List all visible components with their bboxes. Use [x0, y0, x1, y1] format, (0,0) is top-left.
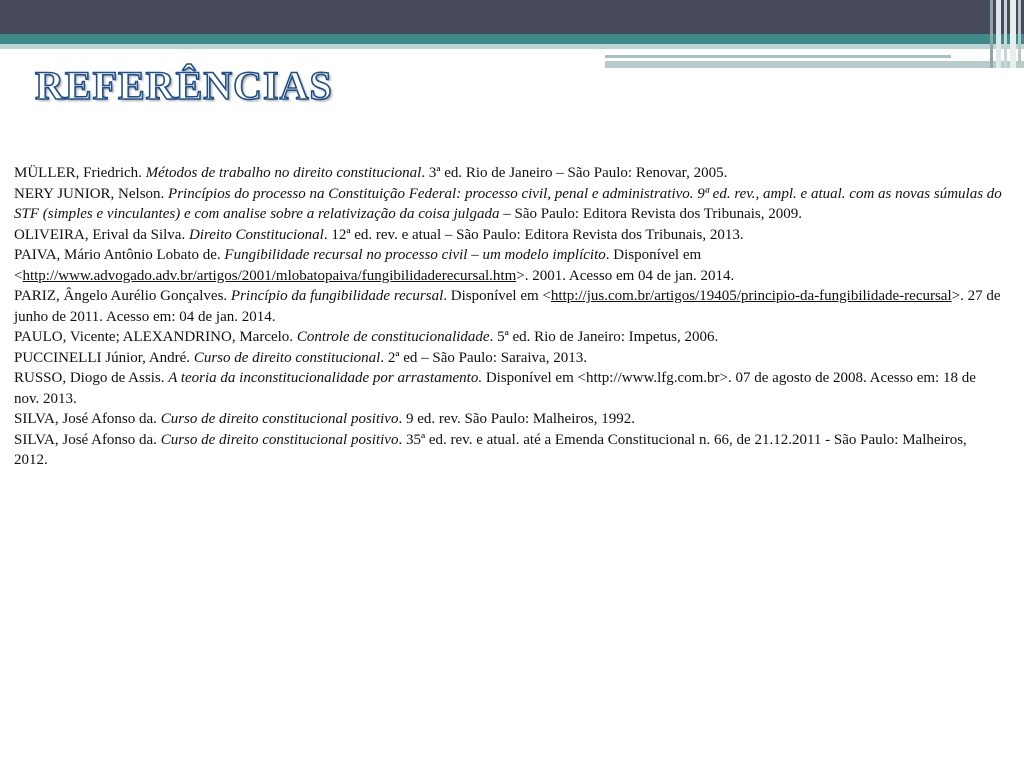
decorative-stripe: [605, 55, 951, 58]
reference-author: PUCCINELLI Júnior, André.: [14, 349, 194, 366]
reference-details: . 2ª ed – São Paulo: Saraiva, 2013.: [380, 349, 587, 366]
decorative-vertical-stripe: [990, 0, 993, 68]
decorative-vertical-stripe: [1004, 0, 1007, 68]
reference-title: Princípio da fungibilidade recursal: [230, 288, 444, 304]
reference-title: Curso de direito constitucional positivo: [160, 411, 399, 427]
reference-item: [14, 225, 1004, 246]
reference-item: [14, 245, 1004, 286]
reference-item: [14, 348, 1004, 369]
reference-title: Métodos de trabalho no direito constitucional: [145, 165, 422, 181]
reference-title: Princípios do processo na Constituição Federal: processo civil, penal e administrativo. 9ª ed. rev., ampl. e atual. com as novas súmulas do STF (simples e vinculantes) e com analise sobre a relativização da coisa julgada: [14, 185, 1002, 222]
reference-details: . 12ª ed. rev. e atual – São Paulo: Editora Revista dos Tribunais, 2013.: [323, 226, 744, 243]
reference-item: [14, 286, 1004, 327]
reference-author: NERY JUNIOR, Nelson.: [14, 185, 169, 202]
reference-title: Curso de direito constitucional: [193, 349, 381, 366]
reference-author: SILVA, José Afonso da.: [14, 431, 161, 448]
reference-item: [14, 184, 1004, 225]
reference-details: . 35ª ed. rev. e atual. até a Emenda Constitucional n. 66, de 21.12.2011 - São Paulo: Malheiros, 2012.: [14, 431, 967, 468]
reference-title: Direito Constitucional: [188, 226, 324, 243]
reference-item: [14, 409, 1004, 430]
reference-title: Curso de direito constitucional positivo: [160, 431, 399, 448]
reference-author: RUSSO, Diogo de Assis.: [14, 370, 169, 386]
reference-list: [14, 163, 1004, 471]
reference-details: . Disponível em <: [14, 247, 702, 284]
header-teal-band: [0, 34, 1024, 44]
reference-author: MÜLLER, Friedrich.: [14, 165, 146, 181]
reference-title: Controle de constitucionalidade: [296, 329, 490, 345]
decorative-stripe: [605, 61, 1024, 68]
reference-item: [14, 430, 1004, 471]
slide-title: REFERÊNCIAS: [35, 63, 333, 108]
reference-author: OLIVEIRA, Erival da Silva.: [14, 226, 189, 243]
reference-details: . 9 ed. rev. São Paulo: Malheiros, 1992.: [398, 411, 635, 427]
reference-access-date: >. 2001. Acesso em 04 de jan. 2014.: [516, 267, 735, 284]
reference-author: SILVA, José Afonso da.: [14, 411, 161, 427]
reference-title: Fungibilidade recursal no processo civil – um modelo implícito: [224, 247, 606, 263]
reference-details: . 5ª ed. Rio de Janeiro: Impetus, 2006.: [489, 329, 719, 345]
reference-link[interactable]: http://www.advogado.adv.br/artigos/2001/mlobatopaiva/fungibilidaderecursal.htm: [22, 267, 517, 284]
reference-details: . 3ª ed. Rio de Janeiro – São Paulo: Renovar, 2005.: [421, 165, 728, 181]
reference-item: [14, 368, 1004, 409]
reference-link[interactable]: http://jus.com.br/artigos/19405/principio-da-fungibilidade-recursal: [550, 288, 952, 304]
reference-details: . Disponível em <: [443, 288, 551, 304]
reference-item: [14, 163, 1004, 184]
reference-author: PAIVA, Mário Antônio Lobato de.: [14, 247, 225, 263]
header-light-band: [0, 44, 1024, 49]
decorative-vertical-stripe: [996, 0, 1001, 68]
header-bar: [0, 0, 1024, 34]
reference-author: PAULO, Vicente; ALEXANDRINO, Marcelo.: [14, 329, 297, 345]
reference-item: [14, 327, 1004, 348]
decorative-vertical-stripe: [1018, 0, 1021, 68]
reference-details: Disponível em <http://www.lfg.com.br>. 07 de agosto de 2008. Acesso em: 18 de nov. 2013.: [14, 370, 976, 407]
decorative-vertical-stripe: [1010, 0, 1016, 68]
reference-access-date: >. 27 de junho de 2011. Acesso em: 04 de jan. 2014.: [14, 288, 1001, 325]
reference-title: A teoria da inconstitucionalidade por arrastamento.: [168, 370, 483, 386]
reference-details: – São Paulo: Editora Revista dos Tribunais, 2009.: [499, 206, 802, 222]
reference-author: PARIZ, Ângelo Aurélio Gonçalves.: [14, 288, 231, 304]
